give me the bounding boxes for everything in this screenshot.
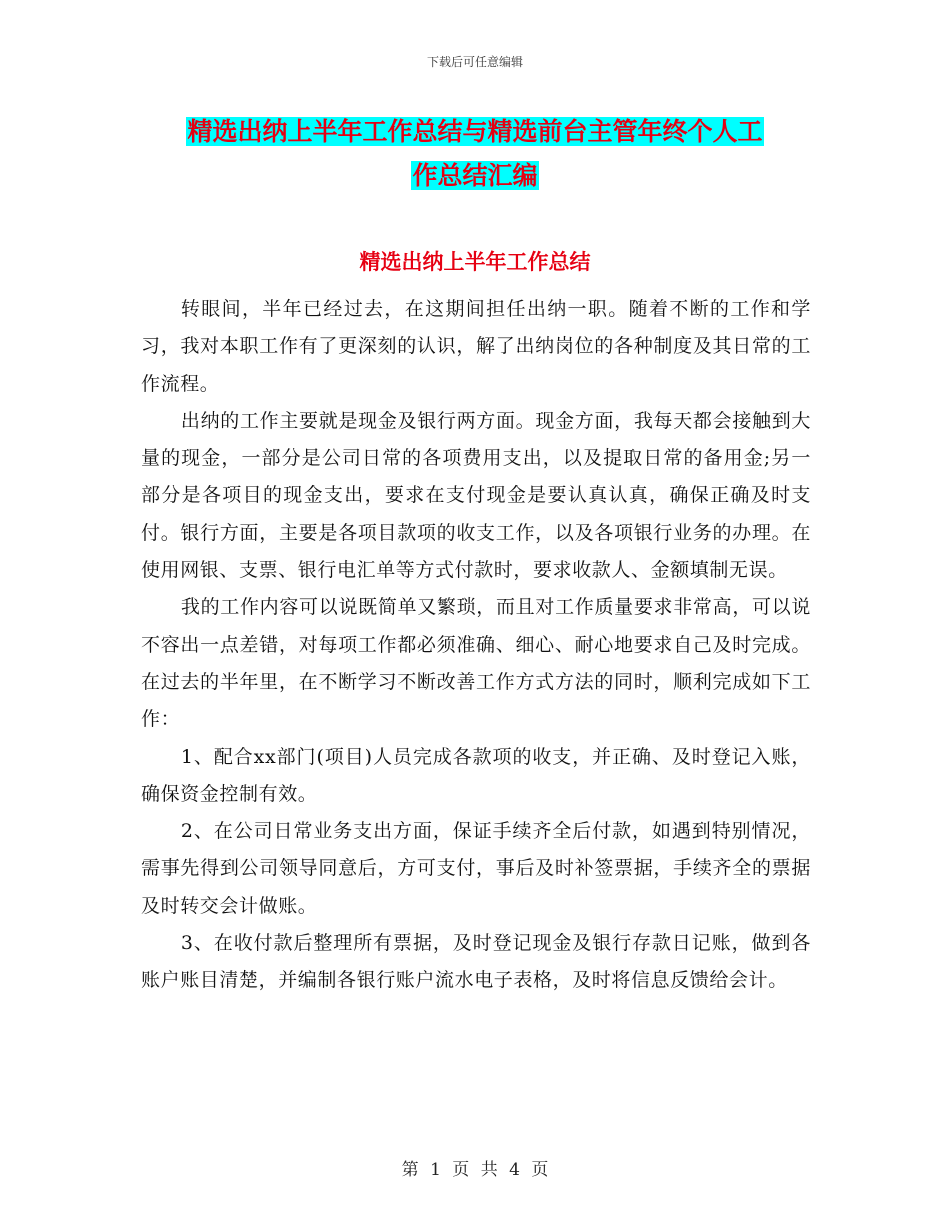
section-title: 精选出纳上半年工作总结 xyxy=(359,249,591,274)
list-item: 2、在公司日常业务支出方面，保证手续齐全后付款，如遇到特别情况，需事先得到公司领导同意后，方可支付，事后及时补签票据，手续齐全的票据及时转交会计做账。 xyxy=(141,820,811,917)
list-item: 3、在收付款后整理所有票据，及时登记现金及银行存款日记账，做到各账户账目清楚，并编制各银行账户流水电子表格，及时将信息反馈给会计。 xyxy=(141,932,811,992)
list-item: 1、配合xx部门(项目)人员完成各款项的收支，并正确、及时登记入账，确保资金控制有效。 xyxy=(141,745,811,805)
header-note: 下载后可任意编辑 xyxy=(426,55,523,69)
title-line-2: 作总结汇编 xyxy=(412,161,538,190)
paragraph: 我的工作内容可以说既简单又繁琐，而且对工作质量要求非常高，可以说不容出一点差错，对每项工作都必须准确、细心、耐心地要求自己及时完成。在过去的半年里，在不断学习不断改善工作方式方法的同时，顺利完成如下工作： xyxy=(141,596,811,731)
page-number: 第 1 页 共 4 页 xyxy=(401,1160,549,1180)
document-title xyxy=(0,110,950,198)
body-text xyxy=(141,291,811,1000)
title-line-1: 精选出纳上半年工作总结与精选前台主管年终个人工 xyxy=(187,117,763,146)
paragraph: 转眼间，半年已经过去，在这期间担任出纳一职。随着不断的工作和学习，我对本职工作有了更深刻的认识，解了出纳岗位的各种制度及其日常的工作流程。 xyxy=(141,298,811,395)
paragraph: 出纳的工作主要就是现金及银行两方面。现金方面，我每天都会接触到大量的现金，一部分是公司日常的各项费用支出，以及提取日常的备用金;另一部分是各项目的现金支出，要求在支付现金是要认真认真，确保正确及时支付。银行方面，主要是各项目款项的收支工作，以及各项银行业务的办理。在使用网银、支票、银行电汇单等方式付款时，要求收款人、金额填制无误。 xyxy=(141,409,811,582)
